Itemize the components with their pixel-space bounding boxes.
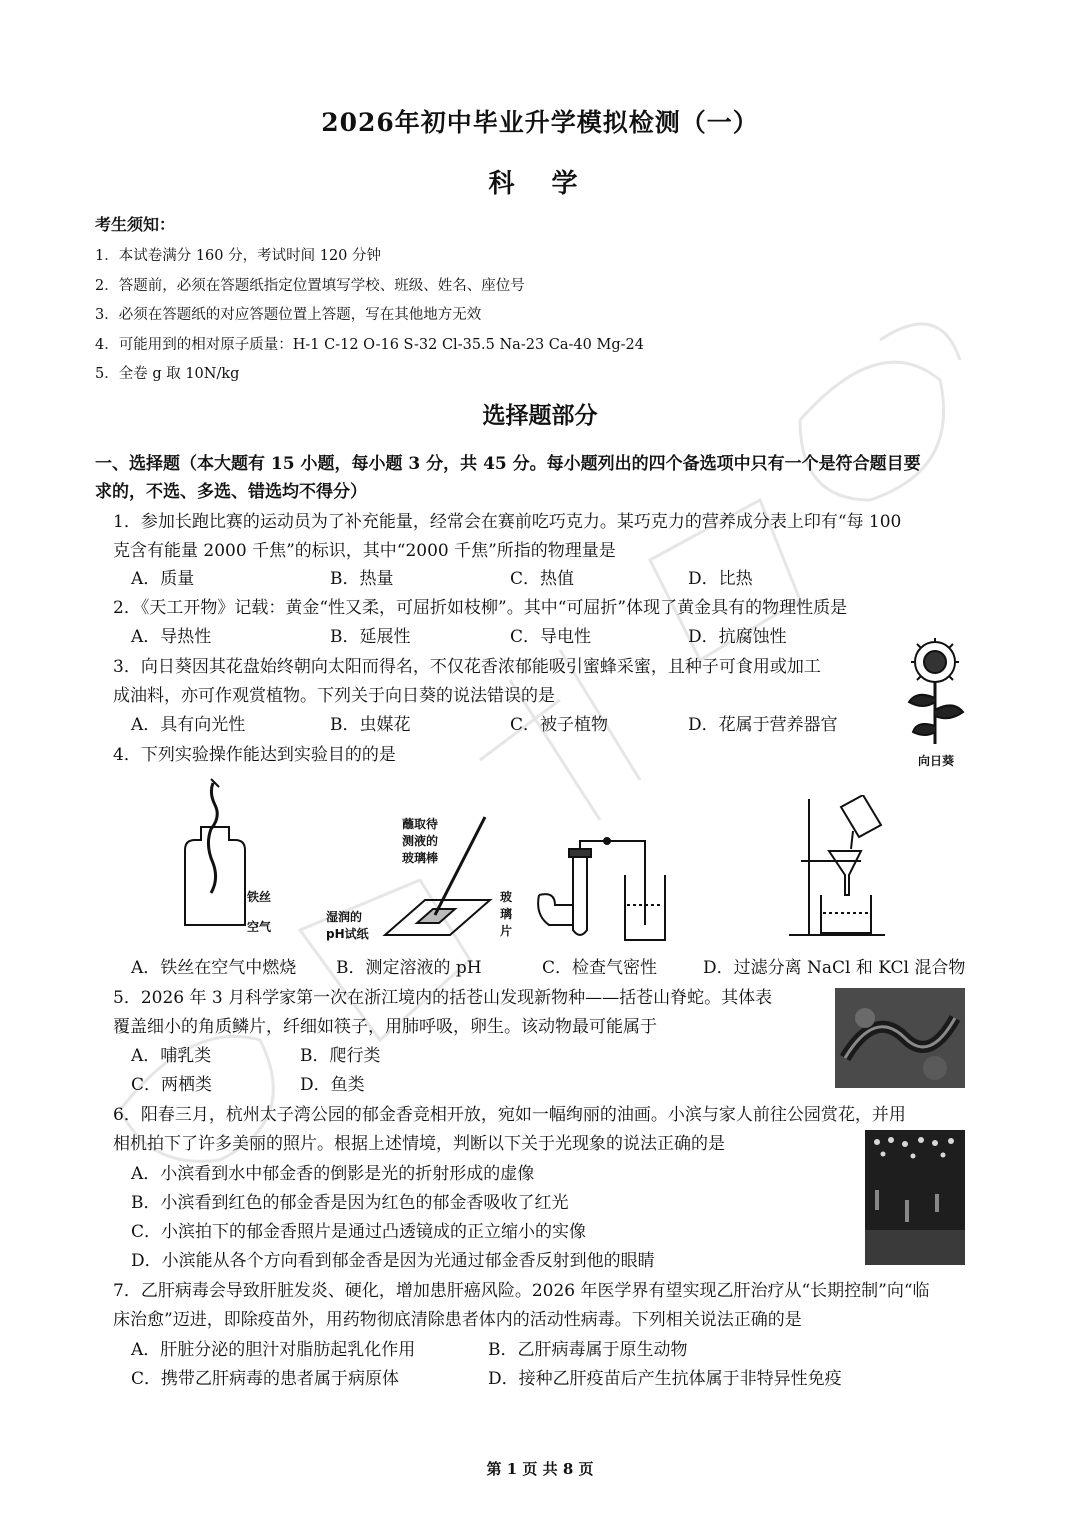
notice-item: 2．答题前，必须在答题纸指定位置填写学校、班级、姓名、座位号 [95,278,525,294]
option-a: A．导热性 [131,627,212,647]
question-5-text: 5．2026 年 3 月科学家第一次在浙江境内的括苍山发现新物种——括苍山脊蛇。其体表 [113,988,773,1008]
option-a: A．小滨看到水中郁金香的倒影是光的折射形成的虚像 [131,1164,535,1184]
question-3-text: 3．向日葵因其花盘始终朝向太阳而得名，不仅花香浓郁能吸引蜜蜂采蜜，且种子可食用或加工 [113,657,821,677]
label-iron-wire: 铁丝 [247,890,272,904]
section-title: 选择题部分 [482,402,598,429]
question-2-text: 2．《天工开物》记载：黄金“性又柔，可屈折如枝柳”。其中“可屈折”体现了黄金具有的物理性质是 [113,598,848,618]
question-1-text: 1．参加长跑比赛的运动员为了补充能量，经常会在赛前吃巧克力。某巧克力的营养成分表上印有“每 100 [113,512,902,532]
question-6-text: 6．阳春三月，杭州太子湾公园的郁金香竞相开放，宛如一幅绚丽的油画。小滨与家人前往公园赏花，并用 [113,1105,906,1125]
notice-item: 5．全卷 g 取 10N/kg [95,366,240,382]
notice-item: 1．本试卷满分 160 分，考试时间 120 分钟 [95,248,382,264]
option-c: C．小滨拍下的郁金香照片是通过凸透镜成的正立缩小的实像 [131,1222,587,1242]
question-3-text-cont: 成油料，亦可作观赏植物。下列关于向日葵的说法错误的是 [113,686,555,706]
option-b: B．小滨看到红色的郁金香是因为红色的郁金香吸收了红光 [131,1193,569,1213]
option-d: D．接种乙肝疫苗后产生抗体属于非特异性免疫 [488,1369,842,1389]
option-c: C．携带乙肝病毒的患者属于病原体 [131,1369,400,1389]
filtration-diagram [785,795,895,945]
option-a: A．肝脏分泌的胆汁对脂肪起乳化作用 [131,1340,416,1360]
option-c: C．被子植物 [510,715,609,735]
label-wet-paper: pH试纸 [326,927,369,941]
question-4-text: 4．下列实验操作能达到实验目的的是 [113,745,396,765]
sunflower-caption: 向日葵 [918,754,955,768]
airtightness-diagram [535,835,675,950]
label-glass: 璃 [500,907,513,921]
option-b: B．延展性 [330,627,411,647]
question-6-text-cont: 相机拍下了许多美丽的照片。根据上述情境，判断以下关于光现象的说法正确的是 [113,1134,725,1154]
option-d: D．过滤分离 NaCl 和 KCl 混合物 [703,958,966,978]
exam-title: 2026年初中毕业升学模拟检测（一） [321,108,759,137]
option-c: C．热值 [510,569,575,589]
question-7-text: 7．乙肝病毒会导致肝脏发炎、硬化，增加患肝癌风险。2026 年医学界有望实现乙肝治疗从“长期控制”向“临 [113,1281,930,1301]
tulip-photo [865,1130,965,1265]
subject-title: 科 学 [488,169,592,199]
question-1-text-cont: 克含有能量 2000 千焦”的标识，其中“2000 千焦”所指的物理量是 [113,541,616,561]
option-a: A．铁丝在空气中燃烧 [131,958,297,978]
label-dip: 测液的 [402,834,439,848]
notice-item: 4．可能用到的相对原子质量：H-1 C-12 O-16 S-32 Cl-35.5 Na-23 Ca-40 Mg-24 [95,337,644,353]
option-d: D．花属于营养器官 [688,715,838,735]
option-c: C．导电性 [510,627,592,647]
part-intro-line1: 一、选择题（本大题有 15 小题，每小题 3 分，共 45 分。每小题列出的四个备选项中只有一个是符合题目要 [95,454,921,474]
notice-heading: 考生须知： [95,215,176,234]
option-d: D．小滨能从各个方向看到郁金香是因为光通过郁金香反射到他的眼睛 [131,1251,655,1271]
option-d: D．比热 [688,569,753,589]
label-air: 空气 [247,920,272,934]
label-dip: 玻璃棒 [402,851,439,865]
notice-item: 3．必须在答题纸的对应答题位置上答题，写在其他地方无效 [95,307,482,323]
label-glass: 玻 [500,890,513,904]
label-wet-paper: 湿润的 [326,910,363,924]
option-b: B．乙肝病毒属于原生动物 [488,1340,688,1360]
option-b: B．热量 [330,569,394,589]
question-7-text-cont: 床治愈”迈进，即除疫苗外，用药物彻底清除患者体内的活动性病毒。下列相关说法正确的是 [113,1310,802,1330]
option-d: D．抗腐蚀性 [688,627,787,647]
snake-photo [835,988,965,1088]
sunflower-image [895,636,975,756]
option-a: A．哺乳类 [131,1046,212,1066]
option-d: D．鱼类 [300,1075,365,1095]
option-b: B．测定溶液的 pH [336,958,482,978]
option-a: A．质量 [131,569,195,589]
option-c: C．两栖类 [131,1075,213,1095]
option-b: B．虫媒花 [330,715,411,735]
page-number: 第 1 页 共 8 页 [486,1460,594,1478]
label-glass: 片 [500,924,513,938]
option-a: A．具有向光性 [131,715,246,735]
label-dip: 蘸取待 [402,817,439,831]
question-5-text-cont: 覆盖细小的角质鳞片，纤细如筷子，用肺呼吸，卵生。该动物最可能属于 [113,1017,657,1037]
option-c: C．检查气密性 [542,958,658,978]
part-intro-line2: 求的，不选、多选、错选均不得分） [95,482,367,502]
iron-wire-jar-diagram [175,775,255,945]
option-b: B．爬行类 [300,1046,381,1066]
